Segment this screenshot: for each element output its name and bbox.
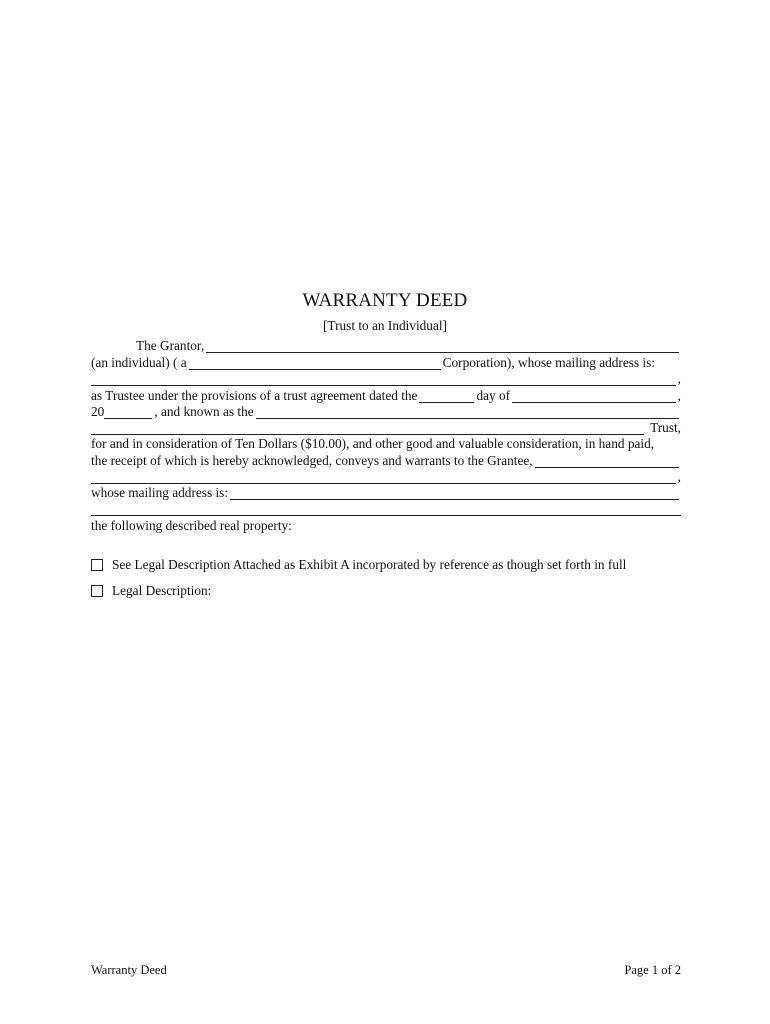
footer-page-number: Page 1 of 2 — [624, 963, 681, 977]
trustee-line — [91, 386, 681, 403]
grantee-address-label: whose mailing address is: — [91, 485, 229, 500]
grantee-name-field[interactable] — [535, 454, 679, 468]
trust-year-field[interactable] — [104, 405, 152, 419]
grantor-address-line — [91, 369, 681, 386]
comma-mark: , — [677, 469, 681, 484]
page-subtitle: [Trust to an Individual] — [323, 318, 447, 333]
year-prefix: 20 — [91, 404, 105, 419]
known-as-line — [91, 402, 681, 419]
grantor-label: The Grantor, — [136, 338, 205, 353]
comma-mark: , — [677, 388, 681, 403]
legal-description-option[interactable] — [91, 582, 211, 600]
comma-mark: , — [677, 371, 681, 386]
grantee-address-line — [91, 483, 681, 500]
page-title: WARRANTY DEED — [302, 290, 468, 311]
footer-document-name: Warranty Deed — [91, 963, 167, 977]
grantee-line — [91, 451, 681, 468]
trustee-label: as Trustee under the provisions of a trust agreement dated the — [91, 388, 418, 403]
grantee-address-field[interactable] — [230, 486, 679, 500]
exhibit-checkbox[interactable] — [91, 559, 103, 571]
trust-label: Trust, — [650, 420, 681, 435]
grantee-address-continued-field[interactable] — [91, 502, 681, 516]
legal-description-checkbox[interactable] — [91, 585, 103, 597]
exhibit-option[interactable] — [91, 556, 626, 574]
receipt-text: the receipt of which is hereby acknowledged, conveys and warrants to the Grantee, — [91, 453, 533, 468]
trust-line — [91, 418, 681, 435]
grantor-line — [136, 336, 681, 353]
grantor-name-field[interactable] — [206, 339, 679, 353]
corporation-label: Corporation), whose mailing address is: — [442, 355, 655, 370]
corporation-state-field[interactable] — [189, 356, 441, 370]
grantor-address-field[interactable] — [91, 372, 676, 386]
property-text: the following described real property: — [91, 518, 292, 533]
grantee-name-continued-field[interactable] — [91, 470, 676, 484]
consideration-line — [91, 434, 681, 451]
legal-description-label: Legal Description: — [112, 583, 212, 598]
corporation-line — [91, 353, 681, 370]
individual-label: (an individual) ( a — [91, 355, 187, 370]
known-as-label: , and known as the — [154, 404, 254, 419]
grantee-continued-line — [91, 467, 681, 484]
grantee-address-continued-line — [91, 499, 681, 516]
consideration-text: for and in consideration of Ten Dollars ($10.00), and other good and valuable consideration, in hand paid, — [91, 436, 655, 451]
trust-name-field[interactable] — [256, 405, 679, 419]
trust-month-field[interactable] — [512, 389, 676, 403]
trust-name-continued-field[interactable] — [91, 421, 644, 435]
trust-day-field[interactable] — [419, 389, 474, 403]
property-line — [91, 516, 681, 533]
exhibit-option-label: See Legal Description Attached as Exhibit A incorporated by reference as though set forth in full — [112, 557, 627, 572]
day-of-label: day of — [476, 388, 511, 403]
